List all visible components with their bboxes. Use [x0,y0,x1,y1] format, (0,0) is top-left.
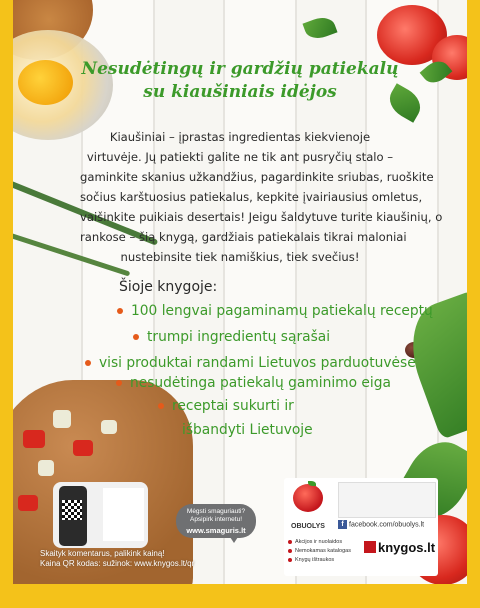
promo-bubble [176,504,256,538]
intro-line: rankose – šią knygą, gardžiais patiekalais tikrai maloniai [80,230,407,244]
feature-item [85,355,416,371]
bullet-icon [288,549,292,553]
bullet-icon [117,308,123,314]
feature-item [117,303,433,319]
bubble-tail [228,534,240,543]
qr-caption [40,549,200,569]
facebook-text: facebook.com/obuolys.lt [349,521,425,529]
bullet-icon [158,403,164,409]
bullet-icon [116,380,122,386]
shop-logo [364,540,435,555]
shop-name: knygos.lt [378,540,436,555]
qr-caption-line: Kaina QR kodas: sužinok: www.knygos.lt/qr [40,559,195,568]
bubble-line: Apsipirk internetu! [189,516,243,523]
bullet-icon [288,558,292,562]
vegetable-image [101,420,117,434]
intro-line: sočius karštuosius patiekalus, kepkite įvairiausius omletus, [80,190,423,204]
heading-line: Nesudėtingų ir gardžių patiekalų [81,59,399,79]
vegetable-image [73,440,93,456]
bullet-icon [133,334,139,340]
apple-leaf-icon [308,481,316,486]
list-title: Šioje knygoje: [119,279,218,295]
publisher-tag [288,547,368,556]
vegetable-image [38,460,54,476]
feature-text: receptai sukurti ir [172,398,294,414]
heading-line: su kiaušiniais idėjos [143,82,337,102]
apple-icon [293,484,323,512]
vegetable-image [18,495,38,511]
feature-text: nesudėtinga patiekalų gaminimo eiga [130,375,391,391]
intro-line: virtuvėje. Jų patiekti galite ne tik ant pusryčių stalo – [86,150,394,164]
intro-line: gaminkite skanius užkandžius, pagardinkite sriubas, ruoškite [80,170,434,184]
feature-text: trumpi ingredientų sąrašai [147,329,331,345]
facebook-link [338,520,436,531]
bullet-icon [85,360,91,366]
leaf-image [302,13,337,42]
barcode-area [338,482,436,518]
publisher-tags [288,538,368,565]
feature-item [133,329,330,345]
publisher-name: OBUOLYS [291,523,325,530]
feature-item [182,422,313,438]
tag-text: Knygų ištraukos [295,557,335,563]
bullet-icon [288,540,292,544]
tag-text: Nemokamas katalogas [295,548,351,554]
vegetable-image [23,430,45,448]
publisher-logo [288,481,328,521]
intro-line: vaišinkite puikiais desertais! Jeigu šaldytuve turite kiaušinių, o [80,210,443,224]
feature-item [158,398,294,414]
qr-caption-line: Skaityk komentarus, palikink kainą! [40,549,165,558]
bubble-url: www.smaguris.lt [186,526,246,535]
frame-bottom [13,584,467,596]
feature-text: 100 lengvai pagaminamų patiekalų receptų [131,303,433,319]
feature-item [116,375,391,391]
publisher-tag [288,556,368,565]
intro-line: nustebinsite tiek namiškius, tiek svečius! [120,250,360,264]
facebook-icon: f [338,520,347,529]
intro-paragraph [80,127,443,267]
feature-text: visi produktai randami Lietuvos parduotuvėse [99,355,416,371]
price-sticker-area [103,488,144,541]
qr-code-icon [62,500,82,520]
intro-line: Kiaušiniai – įprastas ingredientas kiekvienoje [109,130,371,144]
publisher-tag [288,538,368,547]
bubble-line: Mėgsti smaguriauti? [186,508,246,515]
vegetable-image [53,410,71,428]
shop-icon [364,541,376,553]
tag-text: Akcijos ir nuolaidos [295,539,343,545]
cover-heading [60,58,420,104]
feature-text: išbandyti Lietuvoje [182,422,313,438]
